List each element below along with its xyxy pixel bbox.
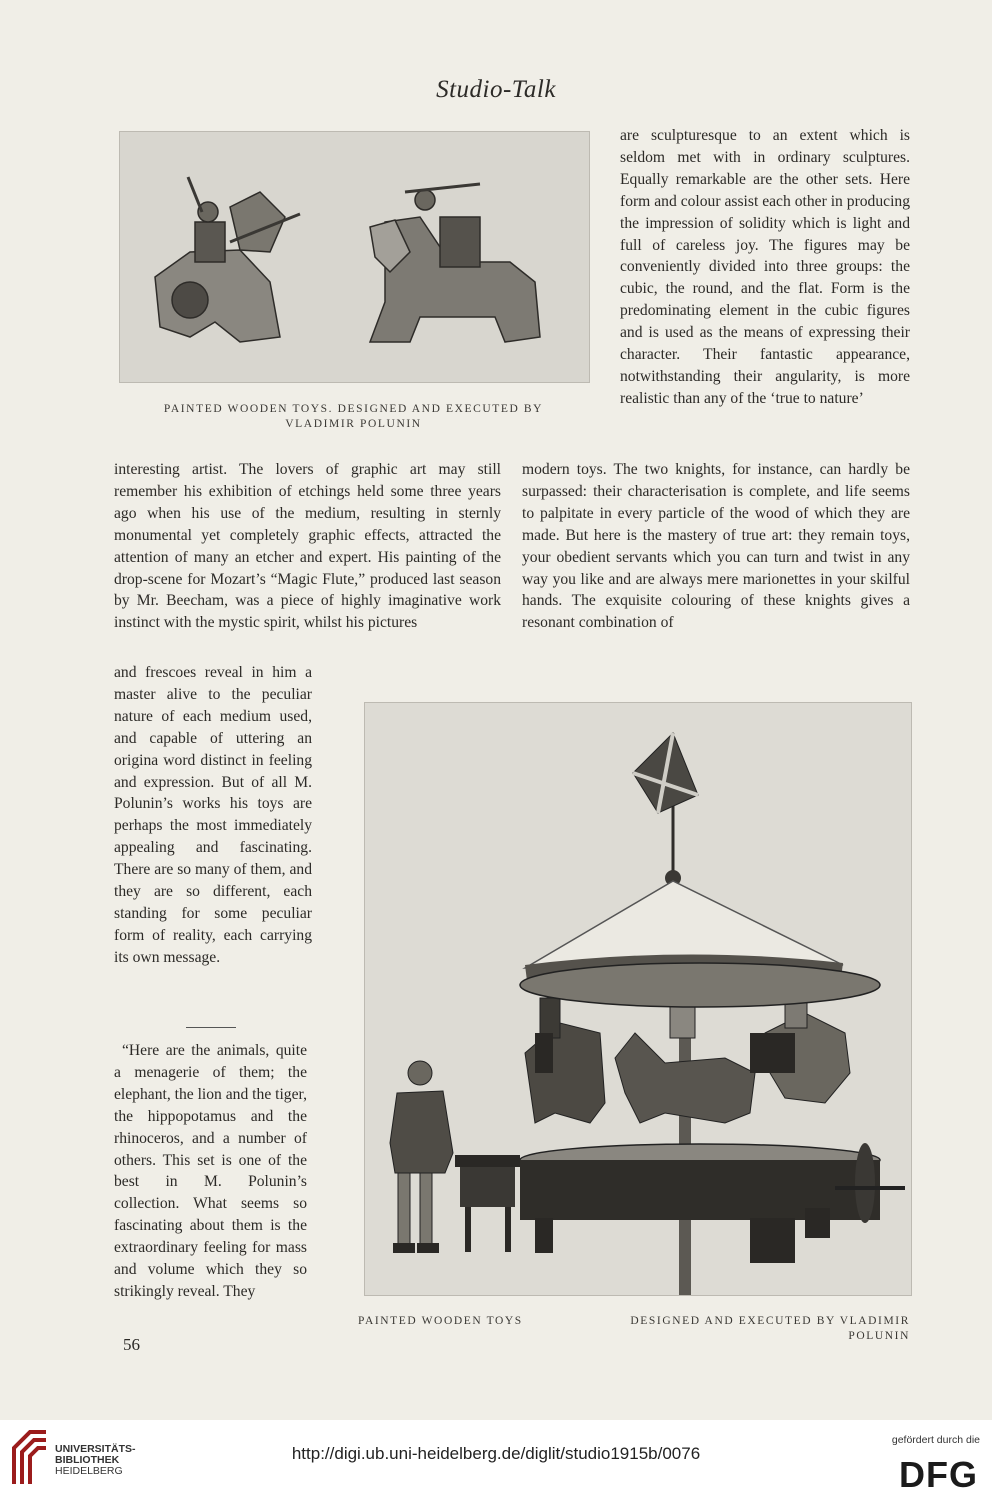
library-name-line-2: BIBLIOTHEK [55, 1454, 120, 1466]
left-column-narrow-text [114, 662, 312, 969]
bottom-figure-caption-right: DESIGNED AND EXECUTED BY VLADIMIR POLUNIN [630, 1315, 910, 1342]
knights-photo [119, 131, 590, 383]
left-column-main-text [114, 459, 501, 634]
paragraph: interesting artist. The lovers of graphic art may still remember his exhibition of etchings held some three years ago when his use of the medium, resulting in sternly monumental yet completely graphic effects, attracted the attention of many an etcher and expert. His painting of the drop-scene for Mozart’s “Magic Flute,” produced last season by Mr. Beecham, was a piece of highly imaginative work instinct with the mystic spirit, whilst his pictures [114, 461, 501, 632]
paragraph: are sculpturesque to an extent which is seldom met with in ordinary sculptures. Equally remarkable are the other sets. Here form and colour assist each other in producing the impression of solidity which is light and full of careless joy. The figures may be conveniently divided into three groups: the cubic, the round, and the flat. Form is the predominating element in the cubic figures and is used as the means of expressing their character. Their fantastic appearance, notwithstanding their angularity, is more realistic than any of the ‘true to nature’ [620, 127, 910, 407]
carousel-photo [364, 702, 912, 1296]
library-name-line-1: UNIVERSITÄTS- [55, 1443, 136, 1455]
digitization-footer [0, 1420, 992, 1501]
left-column-quote-text [114, 1040, 307, 1303]
section-divider [186, 1027, 236, 1028]
paragraph: “Here are the animals, quite a menagerie of them; the elephant, the lion and the tiger, the hippopotamus and the rhinoceros, and a number of others. This set is one of the best in M. Polunin’s collection. What seems so fascinating about them is the extraordinary feeling for mass and volume which they so strikingly reveal. They [114, 1042, 307, 1300]
paragraph: and frescoes reveal in him a master alive to the peculiar nature of each medium used, and capable of uttering an origina word distinct in feeling and expression. But of all M. Polunin’s works his toys are perhaps the most immediately appealing and fascinating. There are so many of them, and they are so different, each standing for some peculiar form of reality, each carrying its own message. [114, 664, 312, 966]
permalink-url[interactable]: http://digi.ub.uni-heidelberg.de/diglit/studio1915b/0076 [291, 1444, 701, 1463]
funding-label: gefördert durch die [891, 1434, 980, 1446]
page-number: 56 [123, 1335, 140, 1354]
right-column-top-text [620, 125, 910, 410]
library-name-line-3: HEIDELBERG [55, 1465, 123, 1477]
paragraph: modern toys. The two knights, for instance, can hardly be surpassed: their characterisation is complete, and life seems to palpitate in every particle of the wood of which they are made. But here is the mastery of true art: they remain toys, your obedient servants which you can turn and twist in any way you like and are always mere marionettes in your skilful hands. The exquisite colouring of these knights gives a resonant combination of [522, 461, 910, 632]
running-head: Studio-Talk [436, 76, 556, 103]
top-caption-line-1: PAINTED WOODEN TOYS. DESIGNED AND EXECUTED BY [163, 403, 544, 415]
top-figure-caption [119, 402, 588, 432]
top-caption-line-2: VLADIMIR POLUNIN [285, 418, 422, 430]
right-column-main-text [522, 459, 910, 634]
dfg-logo: DFG [899, 1454, 978, 1495]
bottom-figure-caption-left: PAINTED WOODEN TOYS [358, 1315, 523, 1327]
